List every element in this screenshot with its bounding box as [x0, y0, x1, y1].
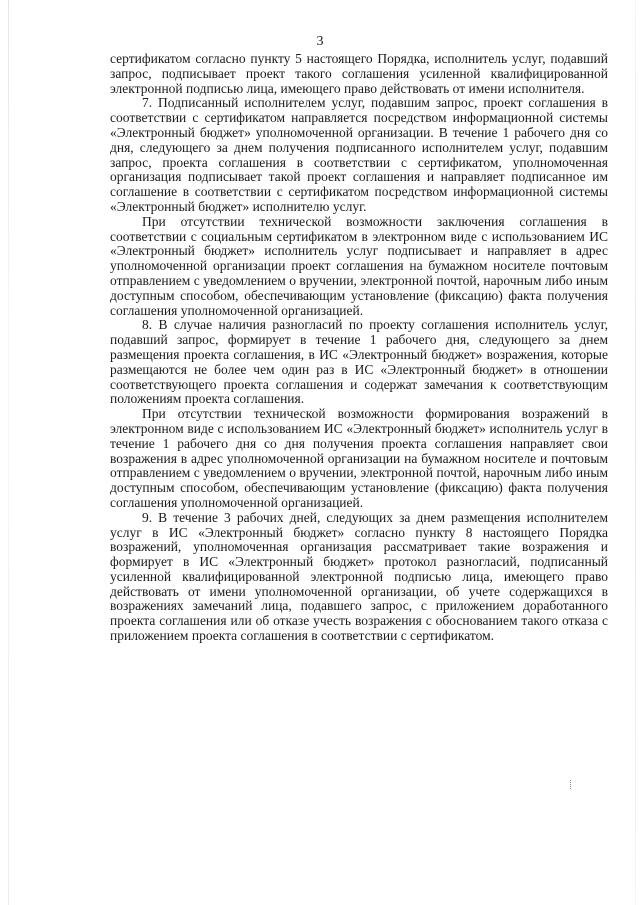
paragraph-item-7-alternative: При отсутствии технической возможности заключения соглашения в соответствии с социальным сертификатом в электронном виде с использованием ИС «Электронный бюджет» исполнитель услуг подписывает и направляет в адрес уполномоченной организации проект соглашения на бумажном носителе почтовым отправлением с уведомлением о вручении, электронной почтой, нарочным либо иным доступным способом, обеспечивающим установление (фиксацию) факта получения соглашения уполномоченной организацией.: [110, 213, 608, 318]
paragraph-continuation: сертификатом согласно пункту 5 настоящего Порядка, исполнитель услуг, подавший запрос, подписывает проект такого соглашения усиленной квалифицированной электронной подписью лица, имеющего право действовать от имени исполнителя.: [110, 51, 608, 96]
document-body: [110, 52, 608, 644]
page-number: 3: [316, 34, 324, 49]
scan-edge-left: [8, 0, 9, 905]
paragraph-item-8: 8. В случае наличия разногласий по проекту соглашения исполнитель услуг, подавший запрос, формирует в течение 1 рабочего дня, следующего за днем размещения проекта соглашения, в ИС «Электронный бюджет» возражения, которые размещаются не более чем один раз в ИС «Электронный бюджет» в отношении соответствующего проекта соглашения и содержат замечания к соответствующим положениям проекта соглашения.: [110, 317, 608, 407]
scan-edge-right: [635, 0, 636, 905]
paragraph-item-8-alternative: При отсутствии технической возможности формирования возражений в электронном виде с использованием ИС «Электронный бюджет» исполнитель услуг в течение 1 рабочего дня со дня получения проекта соглашения направляет свои возражения в адрес уполномоченной организации на бумажном носителе и почтовым отправлением с уведомлением о вручении, электронной почтой, нарочным либо иным доступным способом, обеспечивающим установление (фиксацию) факта получения соглашения уполномоченной организацией.: [110, 406, 608, 510]
paragraph-item-9: 9. В течение 3 рабочих дней, следующих за днем размещения исполнителем услуг в ИС «Электронный бюджет» согласно пункту 8 настоящего Порядка возражений, уполномоченная организация рассматривает такие возражения и формирует в ИС «Электронный бюджет» протокол разногласий, подписанный усиленной квалифицированной электронной подписью лица, имеющего право действовать от имени уполномоченной организации, об учете содержащихся в возражениях замечаний лица, подавшего запрос, с приложением доработанного проекта соглашения или об отказе учесть возражения с обоснованием такого отказа с приложением проекта соглашения в соответствии с сертификатом.: [110, 509, 608, 644]
paragraph-item-7: 7. Подписанный исполнителем услуг, подавшим запрос, проект соглашения в соответствии с сертификатом направляется посредством информационной системы «Электронный бюджет» уполномоченной организации. В течение 1 рабочего дня со дня, следующего за днем получения подписанного исполнителем услуг, подавшим запрос, проекта соглашения в соответствии с сертификатом, уполномоченная организация подписывает такой проект соглашения и направляет подписанное им соглашение в соответствии с сертификатом посредством информационной системы «Электронный бюджет» исполнителю услуг.: [110, 95, 608, 214]
scan-artifact: [570, 780, 573, 789]
